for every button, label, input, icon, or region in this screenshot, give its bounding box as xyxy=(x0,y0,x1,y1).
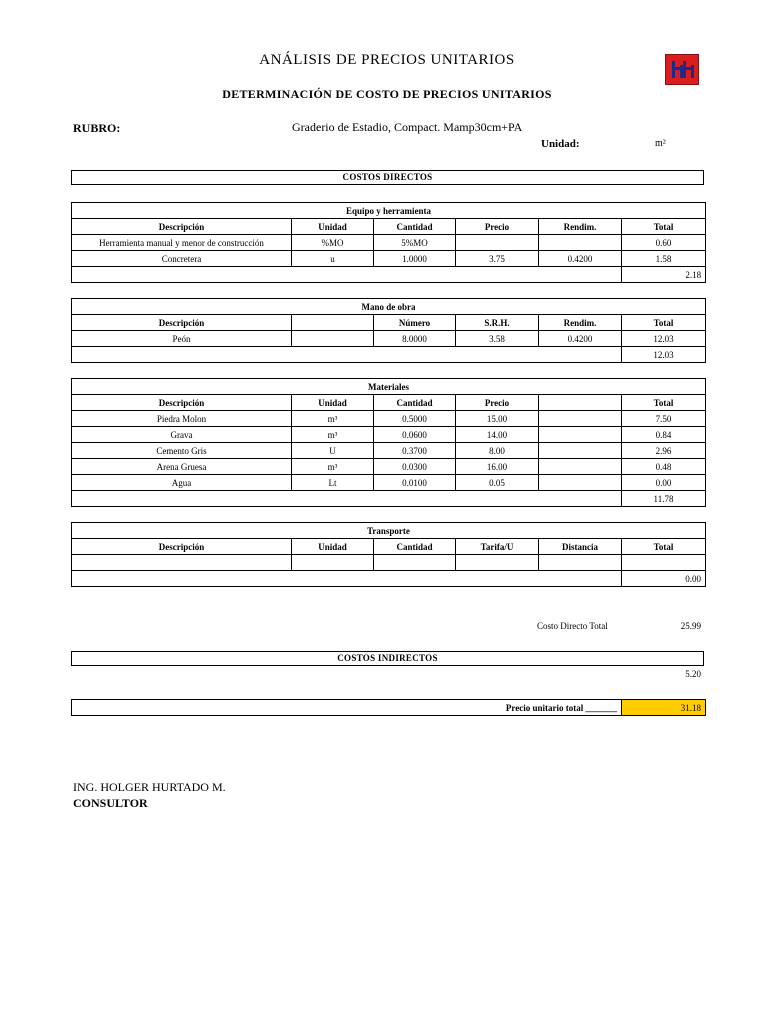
cell-precio: 15.00 xyxy=(456,411,539,427)
rubro-value: Graderio de Estadio, Compact. Mamp30cm+PA xyxy=(292,120,523,134)
table-header: Descripción xyxy=(72,315,292,331)
costo-directo-total-value: 25.99 xyxy=(680,621,701,631)
equipo-title: Equipo y herramienta xyxy=(72,203,706,219)
table-row xyxy=(72,235,706,251)
cell-precio: 14.00 xyxy=(456,427,539,443)
cell-unidad: u xyxy=(292,251,374,267)
table-header: Total xyxy=(622,315,706,331)
cell-descripcion: Agua xyxy=(72,475,292,491)
cell-empty xyxy=(292,331,374,347)
cell-empty xyxy=(539,411,622,427)
transporte-subtotal: 0.00 xyxy=(622,571,706,587)
cell-numero: 8.0000 xyxy=(374,331,456,347)
cell-unidad: m³ xyxy=(292,459,374,475)
table-row xyxy=(72,555,706,571)
table-row xyxy=(72,459,706,475)
materiales-table xyxy=(71,378,706,507)
cell-empty xyxy=(539,475,622,491)
materiales-subtotal: 11.78 xyxy=(622,491,706,507)
costos-directos-header: COSTOS DIRECTOS xyxy=(71,170,704,185)
signature-role: CONSULTOR xyxy=(73,796,148,810)
cell-cantidad xyxy=(374,555,456,571)
table-row xyxy=(72,475,706,491)
table-header: Rendim. xyxy=(539,219,622,235)
cell-descripcion xyxy=(72,555,292,571)
table-row xyxy=(72,251,706,267)
cell-cantidad: 0.0300 xyxy=(374,459,456,475)
cell-unidad: m³ xyxy=(292,411,374,427)
costo-directo-total-label: Costo Directo Total xyxy=(537,621,608,631)
cell-unidad: m³ xyxy=(292,427,374,443)
rubro-label: RUBRO: xyxy=(73,121,121,135)
cell-total: 0.48 xyxy=(622,459,706,475)
cell-cantidad: 5%MO xyxy=(374,235,456,251)
cell-empty xyxy=(539,459,622,475)
table-header: Distancia xyxy=(539,539,622,555)
cell-total xyxy=(622,555,706,571)
subtotal-spacer xyxy=(72,571,622,587)
table-header: Tarifa/U xyxy=(456,539,539,555)
table-row xyxy=(72,331,706,347)
cell-rendim: 0.4200 xyxy=(539,251,622,267)
cell-descripcion: Peón xyxy=(72,331,292,347)
cell-rendim xyxy=(539,235,622,251)
cell-precio: 3.75 xyxy=(456,251,539,267)
page-subtitle: DETERMINACIÓN DE COSTO DE PRECIOS UNITARIOS xyxy=(222,87,552,101)
subtotal-spacer xyxy=(72,347,622,363)
costos-indirectos-value: 5.20 xyxy=(685,669,701,679)
mano-obra-table xyxy=(71,298,706,363)
unidad-value: m² xyxy=(655,138,666,149)
table-header: Precio xyxy=(456,395,539,411)
table-header: Rendim. xyxy=(539,315,622,331)
mano-obra-subtotal: 12.03 xyxy=(622,347,706,363)
cell-total: 1.58 xyxy=(622,251,706,267)
precio-unitario-total-label: Precio unitario total _______ xyxy=(72,700,622,716)
table-header: Total xyxy=(622,395,706,411)
table-row xyxy=(72,411,706,427)
table-header: Número xyxy=(374,315,456,331)
cell-cantidad: 0.0100 xyxy=(374,475,456,491)
cell-cantidad: 1.0000 xyxy=(374,251,456,267)
equipo-table xyxy=(71,202,706,283)
cell-descripcion: Piedra Molon xyxy=(72,411,292,427)
cell-empty xyxy=(539,427,622,443)
cell-empty xyxy=(539,443,622,459)
table-header: Cantidad xyxy=(374,395,456,411)
table-header: Unidad xyxy=(292,539,374,555)
cell-total: 7.50 xyxy=(622,411,706,427)
table-header: Unidad xyxy=(292,395,374,411)
page-title: ANÁLISIS DE PRECIOS UNITARIOS xyxy=(259,52,515,68)
precio-unitario-total-row xyxy=(71,699,706,716)
cell-total: 0.84 xyxy=(622,427,706,443)
cell-precio xyxy=(456,235,539,251)
cell-descripcion: Concretera xyxy=(72,251,292,267)
hh-logo-icon xyxy=(666,55,698,84)
cell-descripcion: Cemento Gris xyxy=(72,443,292,459)
table-header: Descripción xyxy=(72,539,292,555)
table-header: Total xyxy=(622,539,706,555)
table-header: Precio xyxy=(456,219,539,235)
table-header: Unidad xyxy=(292,219,374,235)
table-header: Descripción xyxy=(72,395,292,411)
cell-total: 0.00 xyxy=(622,475,706,491)
table-header: Descripción xyxy=(72,219,292,235)
costos-indirectos-header: COSTOS INDIRECTOS xyxy=(71,651,704,666)
transporte-table xyxy=(71,522,706,587)
cell-precio: 16.00 xyxy=(456,459,539,475)
table-header xyxy=(292,315,374,331)
table-header xyxy=(539,395,622,411)
cell-descripcion: Herramienta manual y menor de construcción xyxy=(72,235,292,251)
cell-unidad: %MO xyxy=(292,235,374,251)
cell-unidad: Lt xyxy=(292,475,374,491)
table-header: Cantidad xyxy=(374,539,456,555)
cell-cantidad: 0.3700 xyxy=(374,443,456,459)
cell-tarifa xyxy=(456,555,539,571)
table-header: Cantidad xyxy=(374,219,456,235)
subtotal-spacer xyxy=(72,267,622,283)
cell-precio: 8.00 xyxy=(456,443,539,459)
cell-descripcion: Arena Gruesa xyxy=(72,459,292,475)
table-header: Total xyxy=(622,219,706,235)
cell-total: 0.60 xyxy=(622,235,706,251)
signature-name: ING. HOLGER HURTADO M. xyxy=(73,780,226,794)
equipo-subtotal: 2.18 xyxy=(622,267,706,283)
subtotal-spacer xyxy=(72,491,622,507)
cell-cantidad: 0.5000 xyxy=(374,411,456,427)
cell-rendim: 0.4200 xyxy=(539,331,622,347)
cell-srh: 3.58 xyxy=(456,331,539,347)
cell-unidad xyxy=(292,555,374,571)
transporte-title: Transporte xyxy=(72,523,706,539)
table-row xyxy=(72,427,706,443)
precio-unitario-total-value: 31.18 xyxy=(622,700,706,716)
cell-cantidad: 0.0600 xyxy=(374,427,456,443)
cell-total: 12.03 xyxy=(622,331,706,347)
cell-unidad: U xyxy=(292,443,374,459)
cell-descripcion: Grava xyxy=(72,427,292,443)
table-header: S.R.H. xyxy=(456,315,539,331)
unidad-label: Unidad: xyxy=(541,138,580,150)
table-row xyxy=(72,443,706,459)
materiales-title: Materiales xyxy=(72,379,706,395)
cell-distancia xyxy=(539,555,622,571)
company-logo xyxy=(665,54,699,85)
cell-total: 2.96 xyxy=(622,443,706,459)
mano-obra-title: Mano de obra xyxy=(72,299,706,315)
cell-precio: 0.05 xyxy=(456,475,539,491)
